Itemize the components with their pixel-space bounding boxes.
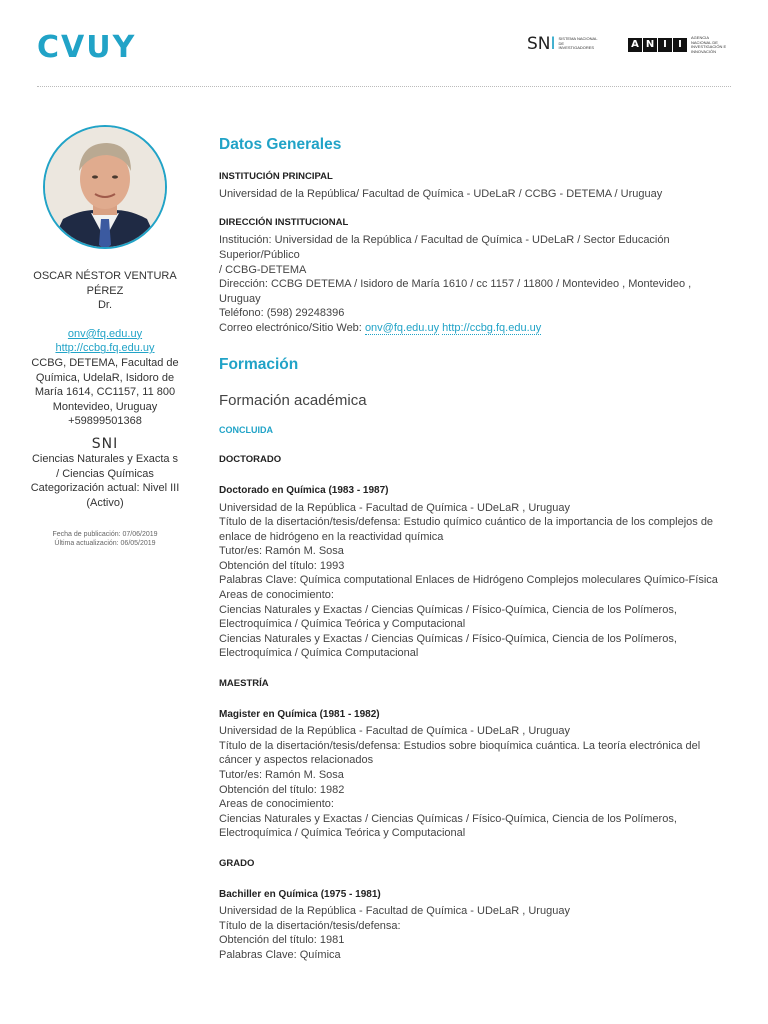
- sni-logo-subtitle: SISTEMA NACIONAL DE INVESTIGADORES: [558, 36, 598, 51]
- degree-line: Palabras Clave: Química: [219, 948, 341, 961]
- sni-badge: SNI: [91, 435, 119, 452]
- degree-line: Obtención del título: 1982: [219, 783, 345, 796]
- published-date: Fecha de publicación: 07/06/2019: [52, 531, 158, 539]
- degree-line: Tutor/es: Ramón M. Sosa: [219, 545, 344, 558]
- contact-web-link[interactable]: http://ccbg.fq.edu.uy: [442, 321, 542, 334]
- sni-logo-mark: SNI: [527, 34, 556, 54]
- header-divider: [37, 86, 731, 87]
- anii-logo: [628, 36, 729, 54]
- level-grado: GRADO: [219, 857, 255, 869]
- contact-email-link[interactable]: onv@fq.edu.uy: [364, 321, 440, 334]
- degree-line: Ciencias Naturales y Exactas / Ciencias Químicas / Físico-Química, Ciencia de los Polímeros, Electroquímica / Química Teórica y Computacional: [219, 812, 677, 840]
- institution-label: INSTITUCIÓN PRINCIPAL: [219, 170, 333, 182]
- person-title: Dr.: [97, 299, 113, 312]
- updated-date: Última actualización: 06/05/2019: [54, 540, 156, 548]
- categorization-text: Categorización actual: Nivel III (Activo): [30, 482, 180, 509]
- dates-block: [30, 530, 180, 548]
- institution-block: [219, 170, 719, 202]
- person-name: OSCAR NÉSTOR VENTURA PÉREZ: [33, 270, 177, 297]
- degree-line: Obtención del título: 1981: [219, 934, 345, 947]
- sni-logo: [527, 34, 599, 54]
- avatar: [43, 125, 167, 249]
- level-doctorado: DOCTORADO: [219, 454, 282, 466]
- area-text: Ciencias Naturales y Exacta s / Ciencias Químicas: [31, 452, 179, 480]
- degree-line: Ciencias Naturales y Exactas / Ciencias Químicas / Físico-Química, Ciencia de los Polímeros, Electroquímica / Química Teórica y Computacional: [219, 603, 677, 631]
- phone-text: +59899501368: [68, 415, 142, 428]
- website-link[interactable]: http://ccbg.fq.edu.uy: [55, 342, 155, 355]
- level-maestria: MAESTRÍA: [219, 678, 269, 690]
- degree-title: Bachiller en Química (1975 - 1981): [219, 888, 381, 900]
- address-line: / CCBG-DETEMA: [219, 263, 307, 276]
- degree-line: Universidad de la República - Facultad de Química - UDeLaR , Uruguay: [219, 905, 570, 918]
- section-title-datos: Datos Generales: [219, 136, 342, 153]
- status-label: CONCLUIDA: [219, 424, 273, 435]
- degree-line: Universidad de la República - Facultad de Química - UDeLaR , Uruguay: [219, 725, 570, 738]
- degree-line: Título de la disertación/tesis/defensa: Estudios sobre bioquímica cuántica. La teoría electrónica del cáncer y aspectos relacionados: [219, 739, 701, 767]
- degree-line: Areas de conocimiento:: [219, 798, 334, 811]
- main-content: [219, 138, 719, 977]
- degree-line: Obtención del título: 1993: [219, 559, 345, 572]
- degree-title: Magister en Química (1981 - 1982): [219, 708, 380, 720]
- anii-logo-mark: A N I I: [628, 38, 687, 52]
- subsection-title: Formación académica: [219, 392, 367, 410]
- degree-line: Palabras Clave: Química computational Enlaces de Hidrógeno Complejos moleculares Químico-Física: [219, 574, 718, 587]
- degree-block-doctorado: [219, 484, 719, 661]
- email-link[interactable]: onv@fq.edu.uy: [67, 327, 143, 340]
- degree-line: Ciencias Naturales y Exactas / Ciencias Químicas / Físico-Química, Ciencia de los Polímeros, Electroquímica / Química Computacional: [219, 632, 677, 660]
- section-title-formacion: Formación: [219, 355, 299, 373]
- degree-line: Título de la disertación/tesis/defensa: Estudio químico cuántico de la importancia de los complejos de enlace de hidrógeno en la reactividad química: [219, 516, 714, 543]
- address-label: DIRECCIÓN INSTITUCIONAL: [219, 216, 349, 228]
- address-text: CCBG, DETEMA, Facultad de Química, UdelaR, Isidoro de María 1614, CC1157, 11 800 Montevideo, Uruguay: [31, 356, 179, 413]
- address-line: Teléfono: (598) 29248396: [219, 307, 345, 320]
- address-block: [219, 216, 719, 336]
- contact-line: Correo electrónico/Sitio Web: onv@fq.edu.uy http://ccbg.fq.edu.uy: [219, 321, 542, 334]
- address-line: Institución: Universidad de la República / Facultad de Química - UDeLaR / Sector Educación Superior/Público: [219, 234, 670, 261]
- degree-line: Tutor/es: Ramón M. Sosa: [219, 769, 344, 781]
- degree-line: Universidad de la República - Facultad de Química - UDeLaR , Uruguay: [219, 501, 570, 514]
- anii-logo-subtitle: AGENCIA NACIONAL DE INVESTIGACIÓN E INNOVACIÓN: [691, 35, 727, 54]
- degree-block-maestria: [219, 708, 719, 841]
- cvuy-logo[interactable]: CVUY: [37, 30, 137, 65]
- address-line: Dirección: CCBG DETEMA / Isidoro de María 1610 / cc 1157 / 11800 / Montevideo , Montevideo , Uruguay: [219, 278, 692, 305]
- degree-line: Título de la disertación/tesis/defensa:: [219, 919, 401, 932]
- degree-block-grado: [219, 888, 719, 963]
- degree-title: Doctorado en Química (1983 - 1987): [219, 484, 389, 496]
- profile-sidebar: [30, 125, 180, 548]
- page-header: [0, 0, 768, 88]
- institution-value: Universidad de la República/ Facultad de Química - UDeLaR / CCBG - DETEMA / Uruguay: [219, 188, 663, 201]
- degree-line: Areas de conocimiento:: [219, 589, 334, 602]
